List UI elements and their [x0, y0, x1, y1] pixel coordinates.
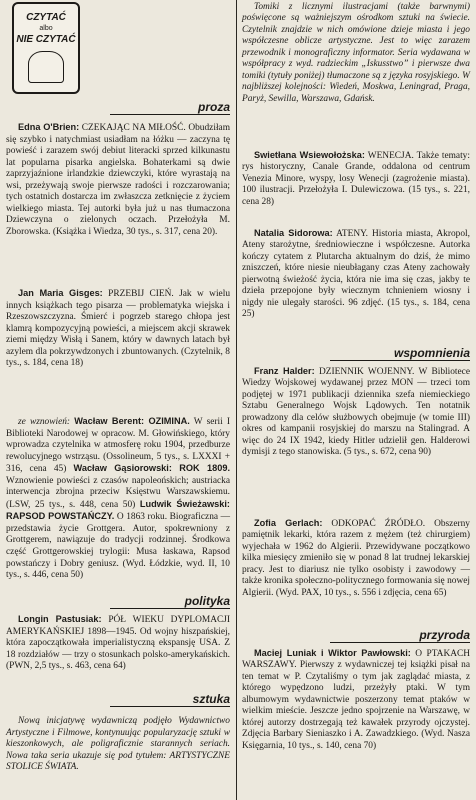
section-rule [110, 608, 230, 609]
review-body: W serii I Biblioteki Narodowej w opracow. M. Głowińskiego, który wprowadza czytelnika w atmosferę roku 1904, przedburze rewolucyjnego wstrząsu. (Ossolineum, 5 tys., s. LXXXI + 316, cena 45) [6, 417, 230, 475]
review-pastusiak [6, 614, 230, 673]
review-body: DZIENNIK WOJENNY. W Bibliotece Wiedzy Wojskowej wydawanej przez MON — trzeci tom podjętej w 1971 publikacji dziennika szefa niemieckiego Sztabu Generalnego Wojsk Lądowych. Ten notatnik prowadzony dla celów służbowych obejmuje (w tomie III) okres od kampanii rosyjskiej do marszu na Stalingrad. A więc do 24 IX 1942, kiedy Hitler udzielił gen. Halderowi dymisji z tego stanowiska. (5 tys., s. 672, cena 90) [242, 367, 470, 458]
logo-line-3: NIE CZYTAĆ [16, 34, 76, 45]
review-halder [242, 366, 470, 459]
sztuka-intro [6, 716, 230, 774]
review-author: Jan Maria Gisges: [18, 288, 103, 298]
review-author: Maciej Luniak i Wiktor Pawłowski: [254, 648, 411, 658]
review-wsiewolozska [242, 150, 470, 208]
review-author: Wacław Berent: OZIMINA. [74, 416, 190, 426]
review-sidorowa [242, 228, 470, 321]
review-author: Ludwik Świeżawski: RAPSOD POWSTAŃCZY. [6, 498, 230, 522]
review-body: ATENY. Historia miasta, Akropol, Ateny starożytne, średniowieczne i współczesne. Autorka kończy cytatem z Plutarcha aktualnym do dziś, że mimo zniszczeń, które niesie nieubłagany czas Ateny zachowały pierwotną świeżość życia, która nie ima się czas, jakby te dzieła przepojone były wiecznym tchnieniem wiosny i nigdy nie ulegały starości. 96 zdjęć. (15 tys., s. 184, cena 25) [242, 229, 471, 320]
review-body: CZEKAJĄC NA MIŁOŚĆ. Obudziłam się szybko i natychmiast usiadłam na łóżku — zaczyna tę powieść i zarazem swój debiut literacki sprzed kilkunastu lat popularna pisarka angielska. Bohaterkami są dwie zaprzyjaźnione irlandzkie dziewczyki, które wyrastają na wsi, przeżywają swoje pierwsze radości i rozczarowania; tych ostatnich dostarcza im zwłaszcza zetknięcie z życiem wielkiego miasta. Tej autorki była już u nas tłumaczona Dziewczyna o zielonych oczach. Przełożyła M. Zborowska. (Książka i Wiedza, 30 tys., s. 317, cena 20). [6, 123, 231, 237]
review-gisges [6, 288, 230, 370]
review-author: Swietłana Wsiewołożska: [254, 150, 365, 160]
section-header-proza: proza [197, 100, 230, 114]
review-luniak [242, 648, 470, 752]
review-author: Natalia Sidorowa: [254, 228, 333, 238]
review-berent [6, 416, 230, 582]
section-header-przyroda: przyroda [419, 628, 470, 642]
column-divider [236, 0, 237, 800]
review-author: Franz Halder: [254, 366, 315, 376]
sztuka-continued [242, 2, 470, 105]
right-column [242, 0, 470, 800]
intro-body: Tomiki z licznymi ilustracjami (także barwnymi) poświęcone są ważniejszym ośrodkom sztuki na świecie. Czytelnik znajdzie w nich omówione dzieje miasta i jego współczesne oblicze artystyczne. Jest to więc zarazem przewodnik i monograficzny informator. Seria wydawana w współpracy z wyd. radzieckim „Iskusstwo” i pierwsze dwa tomiki (tytuły poniżej) tłumaczone są z języka rosyjskiego. W najbliższej kolejności: Wiedeń, Moskwa, Leningrad, Praga, Paryż, Sewilla, Warszawa, Gdańsk. [242, 2, 470, 104]
review-body: Wznowienie powieści z czasów napoleońskich; austriacka interwencja zbrojna przeciw Księstwu Warszawskiemu. (LSW, 25 tys., s. 448, cena 50) [6, 475, 230, 510]
review-author: Longin Pastusiak: [18, 614, 102, 624]
section-header-polityka: polityka [184, 594, 230, 608]
review-author: Edna O'Brien: [18, 122, 80, 132]
logo-illustration [28, 51, 64, 83]
section-header-sztuka: sztuka [192, 692, 230, 706]
logo-line-1: CZYTAĆ [26, 12, 66, 23]
section-rule [330, 642, 470, 643]
left-column [6, 0, 230, 800]
section-rule [110, 114, 230, 115]
review-body: WENECJA. Także tematy: rys historyczny, Canale Grande, oddalona od centrum Venezia Minore, wyspy, losy Wenecji (zagrożenie miasta). 100 ilustracji. Przełożyła I. Dulewiczowa. (15 tys., s. 221, cena 28) [242, 151, 470, 207]
intro-body: Nową inicjatywę wydawniczą podjęło Wydawnictwo Artystyczne i Filmowe, kontynuując popularyzację sztuki w kieszonkowych, ale poligraficznie starannych seriach. Nowa taka seria ukazuje się pod tytułem: ARTYSTYCZNE STOLICE ŚWIATA. [6, 716, 230, 773]
section-rule [110, 706, 230, 707]
column-logo [12, 2, 80, 94]
review-body: ODKOPAĆ ŹRÓDŁO. Obszerny pamiętnik lekarki, która razem z mężem (też chirurgiem) wyjechała w 1962 do Algierii. Przewidywane początkowo kilka miesięcy zmieniło się w ponad 8 lat trudnej lekarskiej pracy. Jest to diariusz nie tylko osobisty i zawodowy — także kronika społeczno-politycznego formowania się nowej Algierii. (Wyd. PAX, 10 tys., s. 556 i zdjęcia, cena 65) [242, 519, 470, 598]
review-obrien [6, 122, 230, 238]
review-gerlach [242, 518, 470, 599]
review-author: Zofia Gerlach: [254, 518, 323, 528]
review-lead: ze wznowień: [18, 417, 71, 427]
review-body: O 1863 roku. Biograficzna — przedstawia życie Grottgera. Autor, spokrewniony z Grottgerem, nawiązuje do tradycji rodzinnej. Środkowa część Grottgerowskiej trylogii: Musa łaskawa, Rapsod powstańczy i Dobry geniusz. (Wyd. Łódzkie, wyd. II, 10 tys., s. 446, cena 50) [6, 512, 230, 581]
review-body: O PTAKACH WARSZAWY. Pierwszy z wydawniczej tej książki pisał na ten temat w P. Czytaliśmy o tym jak zaglądać miasta, z którego wypędzono ludzi, przeżyły ptaki. W tym albumowym wydawnictwie poszerzony temat ptaków w wielkim mieście. Jeszcze jedno spojrzenie na Warszawę, w której autorzy dostrzegają też kawałek przyrody ojczystej. Zdjęcia Barbary Sieniaszko i A. Zawadzkiego. (Wyd. Nasza Księgarnia, 10 tys., s. 140, cena 70) [242, 649, 471, 751]
review-author: Wacław Gąsiorowski: ROK 1809. [73, 463, 231, 474]
section-header-wspomnienia: wspomnienia [393, 346, 470, 360]
section-rule [330, 360, 470, 361]
review-body: PÓŁ WIEKU DYPLOMACJI AMERYKAŃSKIEJ 1898—1945. Od wojny hiszpańskiej, która zapoczątkowała imperialistyczną ekspansję USA. Z 18 rozdziałów — trzy o stosunkach polsko-amerykańskich. (PWN, 2,5 tys., s. 463, cena 64) [6, 615, 230, 672]
logo-line-2: albo [39, 25, 53, 32]
review-body: PRZEBIJ CIEŃ. Jak w wielu innych książkach tego pisarza — problematyka wiejska i Rzeszowszczyzna. Śmierć i pogrzeb starego chłopa jest klamrą kompozycyjną powieści, a miejscem akcji skrawek ziemi między Wisłą i Sanem, który w dawnych latach był azylem dla pokrzywdzonych i zbuntowanych. (Czytelnik, 8 tys., s. 184, cena 18) [6, 289, 231, 369]
